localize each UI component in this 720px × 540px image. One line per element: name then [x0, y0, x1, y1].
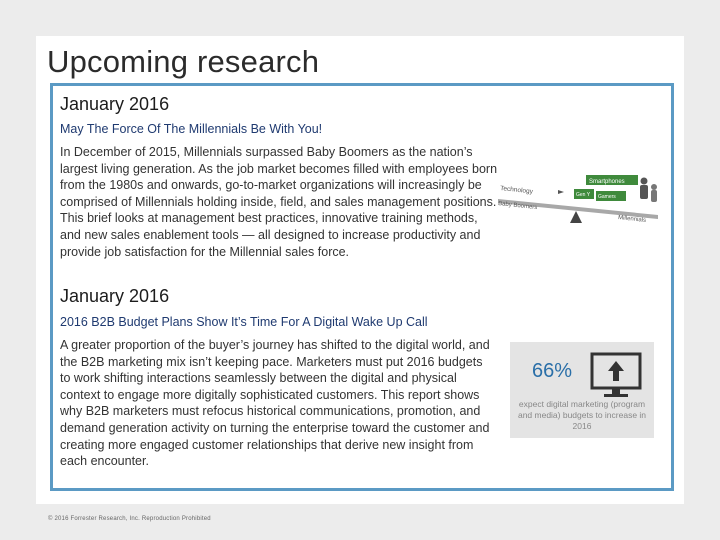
- arrow-icon: [558, 190, 564, 194]
- section-2-body: A greater proportion of the buyer’s journey has shifted to the digital world, and the B2B marketing mix isn’t keeping pace. Marketers must put 2016 budgets to work shifting interactions seamlessly between the digital and physical context to engage more digitally sophisticated customers. This report shows why B2B marketers must refocus historical communications, promotion, and demand generation activity on turning the enterprise toward the customer and creating more engaged customer relationships that derive new insight from each encounter.: [60, 338, 490, 469]
- section-1-body: In December of 2015, Millennials surpassed Baby Boomers as the nation’s largest living generation. As the job market becomes filled with employees born from the 1980s and onwards, go-to-market organizations will increasingly be comprised of Millennials holding inside, field, and sales management positions. This brief looks at management best practices, innovative training methods, and new sales enablement tools — all designed to increase productivity and provide job satisfaction for the Millennial sales force.: [60, 145, 498, 259]
- figure-box-2-label: Gen Y: [576, 192, 591, 198]
- section-2-date: January 2016: [60, 286, 170, 306]
- figure-label-baby-boomers: Baby Boomers: [498, 201, 538, 212]
- figure-label-millennials: Millennials: [617, 215, 647, 224]
- footer-copyright: © 2016 Forrester Research, Inc. Reproduction Prohibited: [48, 516, 211, 522]
- page-title: Upcoming research: [47, 44, 320, 79]
- figure-box-3-label: Gamers: [598, 194, 616, 200]
- stat-caption: expect digital marketing (program and media) budgets to increase in 2016: [517, 399, 647, 431]
- stat-value: 66%: [532, 360, 573, 382]
- person-icon: [640, 178, 648, 200]
- figure-label-technology: Technology: [499, 185, 534, 196]
- section-1-date: January 2016: [60, 94, 170, 114]
- person-icon: [651, 184, 657, 202]
- monitor-icon: [588, 352, 644, 398]
- section-1-subtitle: May The Force Of The Millennials Be With You!: [60, 122, 323, 136]
- seesaw-illustration: [498, 163, 660, 233]
- section-2-subtitle: 2016 B2B Budget Plans Show It’s Time For A Digital Wake Up Call: [60, 315, 428, 329]
- stat-panel: [510, 342, 654, 438]
- figure-box-1-label: Smartphones: [589, 179, 625, 185]
- seesaw-fulcrum: [570, 211, 582, 223]
